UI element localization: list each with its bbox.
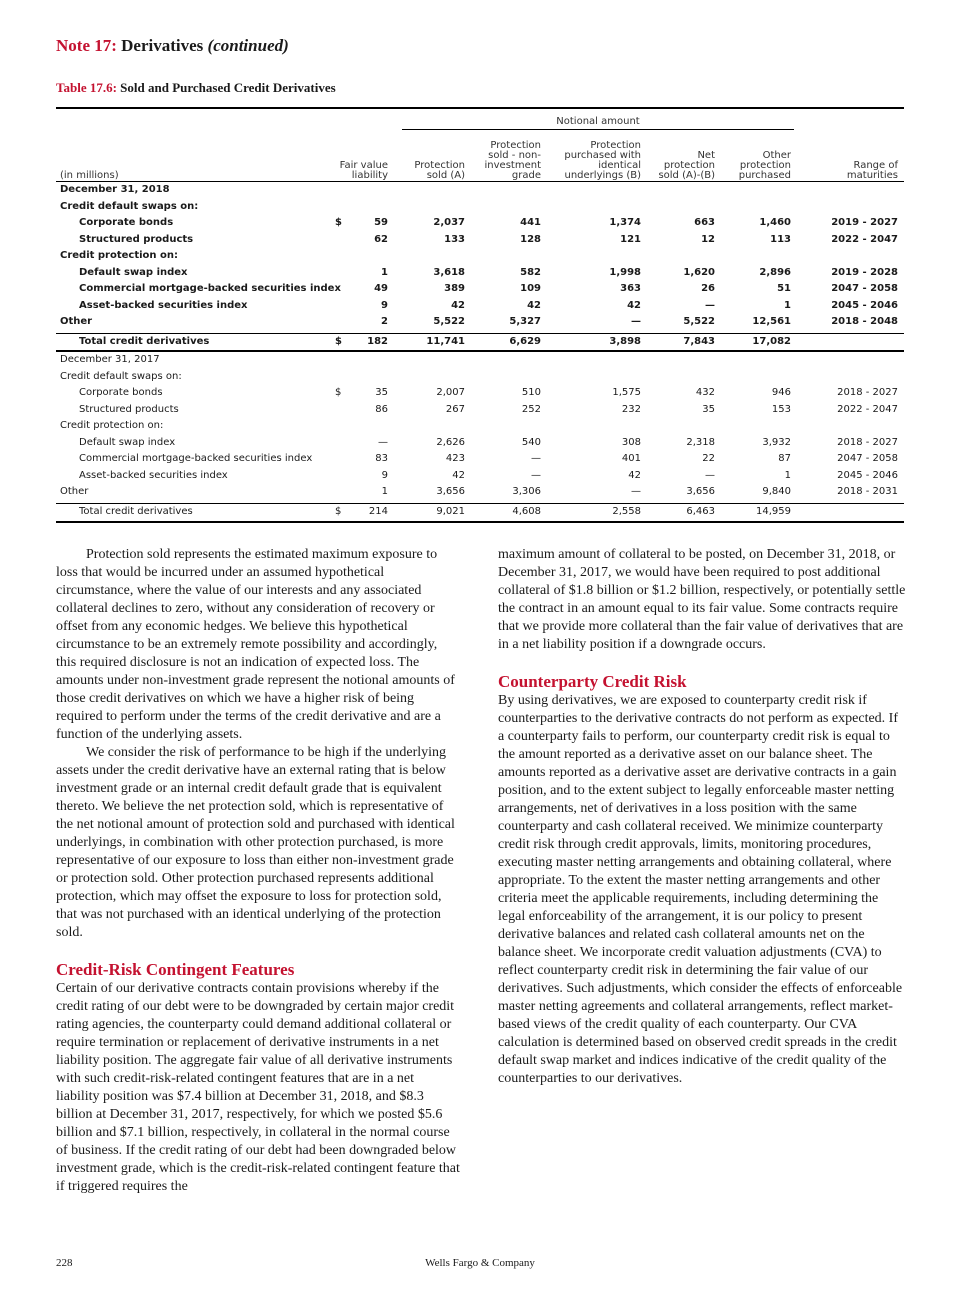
- table-cell: 17,082: [752, 335, 791, 347]
- table-row: [56, 314, 904, 331]
- row-label: Other: [60, 316, 93, 327]
- currency-symbol: $: [335, 335, 342, 347]
- row-label: Credit protection on:: [60, 420, 164, 431]
- table-cell: 389: [444, 283, 465, 294]
- row-label: Asset-backed securities index: [79, 469, 228, 481]
- table-cell: 1: [784, 299, 791, 311]
- table-row: [56, 468, 904, 485]
- table-cell: 49: [374, 283, 388, 294]
- table-cell: 6,463: [686, 505, 715, 517]
- table-row: [56, 248, 904, 265]
- table-cell: 432: [695, 387, 715, 398]
- table-cell: 42: [527, 299, 541, 311]
- table-cell: 267: [445, 403, 465, 415]
- table-cell: 35: [702, 403, 715, 415]
- table-bottom-rule: [56, 521, 904, 523]
- table-row: [56, 369, 904, 386]
- table-cell: 5,522: [683, 316, 715, 327]
- table-cell: 1,998: [609, 266, 641, 278]
- table-cell: 182: [367, 335, 388, 347]
- section-2018: [56, 182, 904, 350]
- table-cell: 5,327: [509, 316, 541, 327]
- section-heading: Counterparty Credit Risk: [498, 672, 687, 691]
- table-cell: 1: [784, 469, 791, 481]
- currency-symbol: $: [335, 505, 342, 517]
- table-cell: 2,626: [436, 436, 465, 448]
- paragraph: We consider the risk of performance to be high if the underlying assets under the credit derivative have an external rating that is below investment grade or an internal credit default grade that is equivalent thereto. We believe the net protection sold, which is representative of the net notional amount of protection sold and purchased with identical underlyings, in combination with other protection purchased, is more representative of our exposure to loss than either non-investment grade or protection sold. Other protection purchased represents additional protection, which may offset the exposure to loss for protection sold, that was not purchased with an identical underlying of the protection sold.: [56, 745, 455, 940]
- table-cell: 83: [375, 453, 388, 464]
- page-number: 228: [56, 1257, 73, 1269]
- table-cell: 663: [694, 217, 715, 228]
- row-label: Commercial mortgage-backed securities index: [79, 283, 341, 294]
- table-cell: 2019 - 2028: [831, 266, 898, 278]
- table-cell: 2018 - 2031: [837, 486, 898, 497]
- table-cell: —: [378, 436, 388, 448]
- table-cell: 3,898: [609, 335, 641, 347]
- table-row: [56, 435, 904, 452]
- left-column: [56, 546, 460, 1196]
- table-cell: 42: [628, 469, 641, 481]
- table-cell: 121: [620, 233, 641, 245]
- table-cell: 3,656: [436, 486, 465, 497]
- table-cell: —: [531, 469, 541, 481]
- table-cell: 5,522: [433, 316, 465, 327]
- column-header: Protection sold - non-investment grade: [484, 140, 541, 181]
- table-cell: —: [705, 299, 715, 311]
- table-cell: 14,959: [756, 505, 791, 517]
- table-cell: 26: [701, 283, 715, 294]
- table-cell: 2,007: [436, 387, 465, 398]
- table-cell: 9: [381, 299, 388, 311]
- table-row: [56, 215, 904, 232]
- row-label: Corporate bonds: [79, 387, 163, 398]
- column-header: Protection purchased with identical underlyings (B): [564, 140, 641, 181]
- row-label: Structured products: [79, 403, 179, 415]
- table-cell: 441: [520, 217, 541, 228]
- table-cell: 252: [521, 403, 541, 415]
- column-header: Other protection purchased: [738, 150, 791, 181]
- note-name: Derivatives: [121, 36, 204, 55]
- table-cell: 86: [375, 403, 388, 415]
- table-cell: 9: [381, 469, 388, 481]
- table-cell: 2: [381, 316, 388, 327]
- table-cell: 35: [375, 387, 388, 398]
- table-row: [56, 232, 904, 249]
- table-row: [56, 418, 904, 435]
- row-label: Credit protection on:: [60, 250, 179, 261]
- table-row: [56, 199, 904, 216]
- table-cell: 1,620: [683, 266, 715, 278]
- table-cell: 133: [444, 233, 465, 245]
- table-title: [56, 80, 336, 96]
- table-cell: 12: [701, 233, 715, 245]
- column-header: Net protection sold (A)-(B): [658, 150, 715, 181]
- continued-label: (continued): [207, 36, 289, 55]
- table-cell: 62: [374, 233, 388, 245]
- row-label: Total credit derivatives: [79, 505, 193, 517]
- section-heading: Credit-Risk Contingent Features: [56, 960, 295, 979]
- table-cell: 2,318: [686, 436, 715, 448]
- table-cell: 2022 - 2047: [837, 403, 898, 415]
- section-heading-row: [56, 182, 904, 199]
- table-cell: 510: [521, 387, 541, 398]
- table-row: [56, 451, 904, 468]
- currency-symbol: $: [335, 387, 342, 398]
- table-cell: 1,374: [609, 217, 641, 228]
- row-label: Commercial mortgage-backed securities index: [79, 453, 313, 464]
- table-row: [56, 265, 904, 282]
- table-row: [56, 484, 904, 501]
- table-cell: 1: [381, 486, 388, 497]
- table-cell: —: [705, 469, 715, 481]
- table-cell: 3,618: [433, 266, 465, 278]
- table-cell: 363: [620, 283, 641, 294]
- column-header: Fair value liability: [339, 160, 388, 181]
- column-header: Range of maturities: [846, 160, 898, 181]
- table-cell: 2018 - 2027: [837, 387, 898, 398]
- table-cell: 2,037: [433, 217, 465, 228]
- paragraph: Certain of our derivative contracts contain provisions whereby if the credit rating of our debt were to be downgraded by certain major credit rating agencies, the counterparty could demand additional collateral or require termination or replacement of derivative instruments in a net liability position. The aggregate fair value of all derivative instruments with such credit-risk-related contingent features that are in a net liability position was $7.4 billion at December 31, 2018, and $8.3 billion at December 31, 2017, respectively, for which we posted $5.6 billion and $7.1 billion, respectively, in collateral in the normal course of business. If the credit rating of our debt had been downgraded below investment grade, which is the credit-risk-related contingent feature that if triggered requires the: [56, 981, 460, 1194]
- units-label: (in millions): [60, 170, 119, 181]
- table-cell: 59: [374, 217, 388, 228]
- table-cell: 42: [451, 299, 465, 311]
- table-cell: 2,558: [612, 505, 641, 517]
- table-cell: 540: [521, 436, 541, 448]
- table-cell: 12,561: [752, 316, 791, 327]
- page-title: [56, 36, 289, 56]
- table-cell: 9,840: [762, 486, 791, 497]
- table-row: [56, 385, 904, 402]
- table-cell: —: [631, 316, 641, 327]
- table-cell: 153: [771, 403, 791, 415]
- table-row: [56, 298, 904, 315]
- table-cell: 113: [770, 233, 791, 245]
- table-cell: —: [631, 486, 641, 497]
- table-cell: 22: [702, 453, 715, 464]
- section-heading-row: [56, 352, 904, 369]
- table-cell: 87: [778, 453, 791, 464]
- table-cell: 2018 - 2048: [831, 316, 898, 327]
- table-name: Sold and Purchased Credit Derivatives: [120, 80, 336, 95]
- row-label: December 31, 2017: [60, 354, 160, 365]
- table-cell: 1,460: [759, 217, 791, 228]
- table-row: [56, 281, 904, 298]
- row-label: Other: [60, 486, 89, 497]
- total-row: [56, 503, 904, 521]
- table-cell: 7,843: [683, 335, 715, 347]
- note-number: Note 17:: [56, 36, 117, 55]
- table-cell: 401: [621, 453, 641, 464]
- table-cell: 11,741: [426, 335, 465, 347]
- row-label: Credit default swaps on:: [60, 200, 199, 212]
- row-label: Structured products: [79, 233, 194, 245]
- table-cell: 3,932: [762, 436, 791, 448]
- row-label: Default swap index: [79, 266, 188, 278]
- table-cell: 2047 - 2058: [831, 283, 898, 294]
- table-cell: 3,306: [512, 486, 541, 497]
- table-cell: 946: [771, 387, 791, 398]
- table-cell: 9,021: [436, 505, 465, 517]
- row-label: Asset-backed securities index: [79, 299, 248, 311]
- table-row: [56, 402, 904, 419]
- table-cell: 109: [520, 283, 541, 294]
- paragraph: By using derivatives, we are exposed to counterparty credit risk if counterparties to the derivative contracts do not perform as expected. If a counterparty fails to perform, our counterparty credit risk is equal to the amount reported as a derivative asset on our balance sheet. The amounts reported as a derivative asset are derivative contracts in a gain position, and to the extent subject to legally enforceable master netting arrangements, net of derivatives in a loss position with the same counterparty and cash collateral received. We minimize counterparty credit risk through credit approvals, limits, monitoring procedures, executing master netting arrangements and obtaining collateral, where appropriate. To the extent the master netting arrangements and other criteria meet the applicable requirements, including determining the legal enforceability of the arrangement, it is our policy to present derivative balances and related cash collateral amounts net on the balance sheet. We incorporate credit valuation adjustments (CVA) to reflect counterparty credit risk in determining the fair value of our derivatives. Such adjustments, which consider the effects of enforceable master netting agreements and collateral arrangements, reflect market-based views of the credit quality of each counterparty. Our CVA calculation is determined based on observed credit spreads in the credit default swap market and indices indicative of the credit quality of the counterparties to our derivatives.: [498, 693, 903, 1086]
- notional-label: Notional amount: [556, 116, 640, 127]
- table-cell: 582: [520, 266, 541, 278]
- total-row: [56, 333, 904, 351]
- table-cell: 2018 - 2027: [837, 436, 898, 448]
- row-label: Default swap index: [79, 436, 176, 448]
- table-cell: 2022 - 2047: [831, 233, 898, 245]
- right-column: [498, 546, 906, 1088]
- row-label: Total credit derivatives: [79, 335, 210, 347]
- column-header-row: [56, 131, 904, 181]
- table-cell: 1,575: [612, 387, 641, 398]
- table-cell: 2,896: [759, 266, 791, 278]
- paragraph: Protection sold represents the estimated maximum exposure to loss that would be incurred under an assumed hypothetical circumstance, where the value of our interests and any associated collateral declines to zero, without any consideration of recovery or offset from any economic hedges. We believe this hypothetical circumstance to be an extremely remote possibility and accordingly, this required disclosure is not an indication of expected loss. The amounts under non-investment grade represent the notional amounts of those credit derivatives on which we have a higher risk of being required to perform under the terms of the credit derivative and are a function of the underlying assets.: [56, 547, 455, 742]
- table-cell: 1: [381, 266, 388, 278]
- credit-derivatives-table: [56, 107, 904, 523]
- table-cell: 423: [445, 453, 465, 464]
- table-cell: 42: [452, 469, 465, 481]
- table-cell: 2019 - 2027: [831, 217, 898, 228]
- table-cell: 214: [368, 505, 388, 517]
- column-header: Protection sold (A): [414, 160, 465, 181]
- table-cell: —: [531, 453, 541, 464]
- table-cell: 42: [627, 299, 641, 311]
- section-2017: [56, 352, 904, 520]
- table-cell: 2045 - 2046: [837, 469, 898, 481]
- row-label: Corporate bonds: [79, 217, 174, 228]
- table-cell: 2047 - 2058: [837, 453, 898, 464]
- table-number: Table 17.6:: [56, 80, 117, 95]
- table-cell: 4,608: [512, 505, 541, 517]
- table-cell: 3,656: [686, 486, 715, 497]
- notional-header: [56, 109, 904, 131]
- table-cell: 51: [777, 283, 791, 294]
- table-cell: 128: [520, 233, 541, 245]
- table-cell: 2045 - 2046: [831, 299, 898, 311]
- row-label: December 31, 2018: [60, 184, 170, 195]
- table-cell: 6,629: [509, 335, 541, 347]
- company-name: Wells Fargo & Company: [425, 1257, 535, 1269]
- table-cell: 308: [621, 436, 641, 448]
- row-label: Credit default swaps on:: [60, 370, 182, 382]
- currency-symbol: $: [335, 217, 342, 228]
- notional-rule: [402, 129, 794, 130]
- paragraph: maximum amount of collateral to be posted, on December 31, 2018, or December 31, 2017, we would have been required to post additional collateral of $1.8 billion or $1.2 billion, respectively, or potentially settle the contract in an amount equal to its fair value. Some contracts require that we provide more collateral than the fair value of derivatives that are in a net liability position if a downgrade occurs.: [498, 547, 906, 652]
- table-cell: 232: [621, 403, 641, 415]
